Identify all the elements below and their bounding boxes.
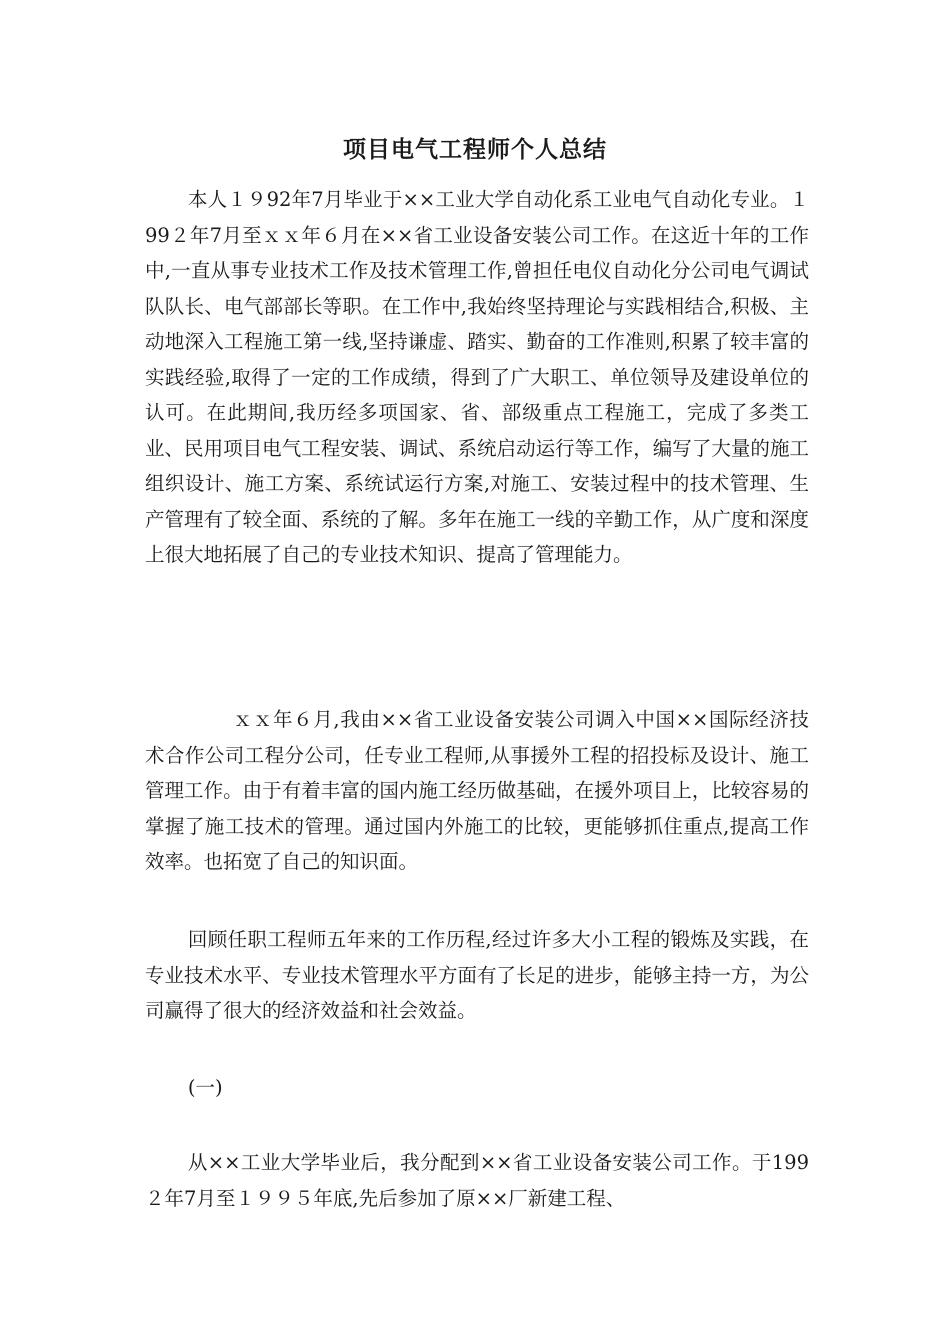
paragraph-1: 本人１９92年7月毕业于××工业大学自动化系工业电气自动化专业。１99２年7月至ｘｘ年６月在××省工业设备安装公司工作。在这近十年的工作中,一直从事专业技术工作及技术管理工作,曾担任电仪自动化分公司电气调试队队长、电气部部长等职。在工作中,我始终坚持理论与实践相结合,积极、主动地深入工程施工第一线,坚持谦虚、踏实、勤奋的工作准则,积累了较丰富的实践经验,取得了一定的工作成绩，得到了广大职工、单位领导及建设单位的认可。在此期间,我历经多项国家、省、部级重点工程施工，完成了多类工业、民用项目电气工程安装、调试、系统启动运行等工作，编写了大量的施工组织设计、施工方案、系统试运行方案,对施工、安装过程中的技术管理、生产管理有了较全面、系统的了解。多年在施工一线的辛勤工作，从广度和深度上很大地拓展了自己的专业技术知识、提高了管理能力。 [145, 188, 809, 566]
paragraph-4: 从××工业大学毕业后，我分配到××省工业设备安装公司工作。于199２年7月至１９９５年底,先后参加了原××厂新建工程、 [145, 1151, 809, 1210]
section-marker: (一) [187, 1076, 223, 1099]
paragraph-3: 回顾任职工程师五年来的工作历程,经过许多大小工程的锻炼及实践，在专业技术水平、专业技术管理水平方面有了长足的进步，能够主持一方，为公司赢得了很大的经济效益和社会效益。 [145, 928, 809, 1022]
paragraph-2: ｘｘ年６月,我由××省工业设备安装公司调入中国××国际经济技术合作公司工程分公司，任专业工程师,从事援外工程的招投标及设计、施工管理工作。由于有着丰富的国内施工经历做基础，在援外项目上，比较容易的掌握了施工技术的管理。通过国内外施工的比较，更能够抓住重点,提高工作效率。也拓宽了自己的知识面。 [145, 708, 809, 873]
document-title: 项目电气工程师个人总结 [343, 136, 607, 163]
